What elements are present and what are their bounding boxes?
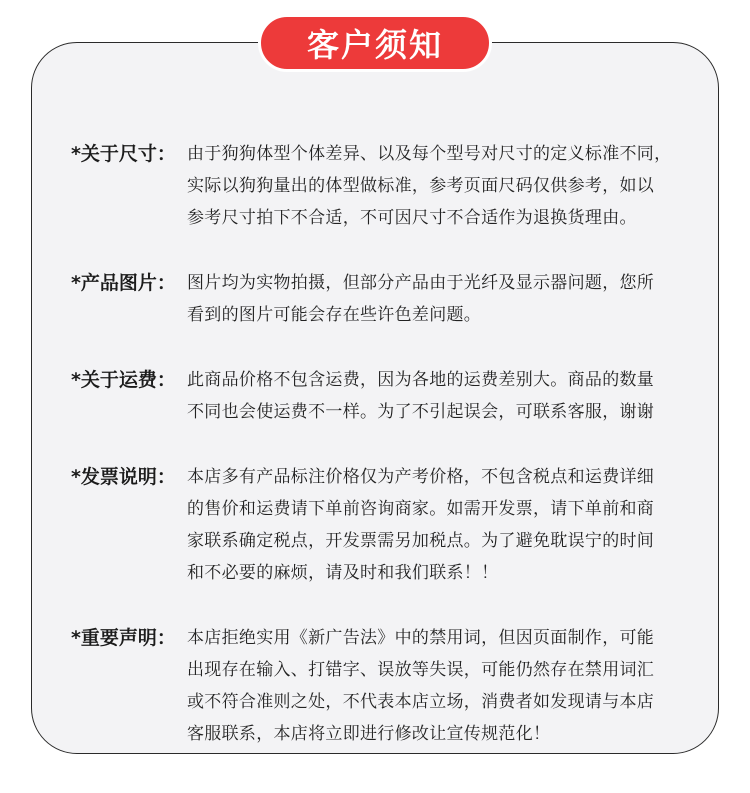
notice-line: 和不必要的麻烦，请及时和我们联系！！ <box>187 563 499 583</box>
notice-shipping-text <box>187 364 687 428</box>
notice-size-text <box>187 138 687 234</box>
notice-line: 由于狗狗体型个体差异、以及每个型号对尺寸的定义标准不同， <box>187 144 672 164</box>
notice-product-images-label: *产品图片： <box>71 272 176 294</box>
notice-line: 家联系确定税点，开发票需另加税点。为了避免耽误宁的时间 <box>187 531 655 551</box>
notice-invoice <box>71 461 691 589</box>
notice-size-label: *关于尺寸： <box>71 143 176 165</box>
notice-line: 或不符合准则之处，不代表本店立场，消费者如发现请与本店 <box>187 692 655 712</box>
notice-line: 客服联系，本店将立即进行修改让宣传规范化！ <box>187 724 551 744</box>
notice-shipping <box>71 364 691 428</box>
notice-product-images <box>71 267 691 331</box>
notice-size <box>71 138 691 234</box>
notice-line: 出现存在输入、打错字、误放等失误，可能仍然存在禁用词汇 <box>187 660 655 680</box>
notice-line: 本店多有产品标注价格仅为产考价格，不包含税点和运费详细 <box>187 467 655 487</box>
notice-invoice-text <box>187 461 687 589</box>
page-title: 客户须知 <box>258 14 492 72</box>
notice-line: 看到的图片可能会存在些许色差问题。 <box>187 305 482 325</box>
notice-line: 参考尺寸拍下不合适，不可因尺寸不合适作为退换货理由。 <box>187 208 637 228</box>
notice-product-images-text <box>187 267 687 331</box>
notice-disclaimer <box>71 622 691 750</box>
notice-invoice-label: *发票说明： <box>71 466 176 488</box>
notice-shipping-label: *关于运费： <box>71 369 176 391</box>
notice-disclaimer-text <box>187 622 687 750</box>
notice-line: 此商品价格不包含运费，因为各地的运费差别大。商品的数量 <box>187 370 655 390</box>
notice-line: 图片均为实物拍摄，但部分产品由于光纤及显示器问题，您所 <box>187 273 655 293</box>
notice-disclaimer-label: *重要声明： <box>71 627 176 649</box>
notice-line: 的售价和运费请下单前咨询商家。如需开发票，请下单前和商 <box>187 499 655 519</box>
notice-line: 不同也会使运费不一样。为了不引起误会，可联系客服，谢谢 <box>187 402 655 422</box>
notice-line: 本店拒绝实用《新广告法》中的禁用词，但因页面制作，可能 <box>187 628 655 648</box>
notice-line: 实际以狗狗量出的体型做标准，参考页面尺码仅供参考，如以 <box>187 176 655 196</box>
notice-list <box>71 138 691 783</box>
